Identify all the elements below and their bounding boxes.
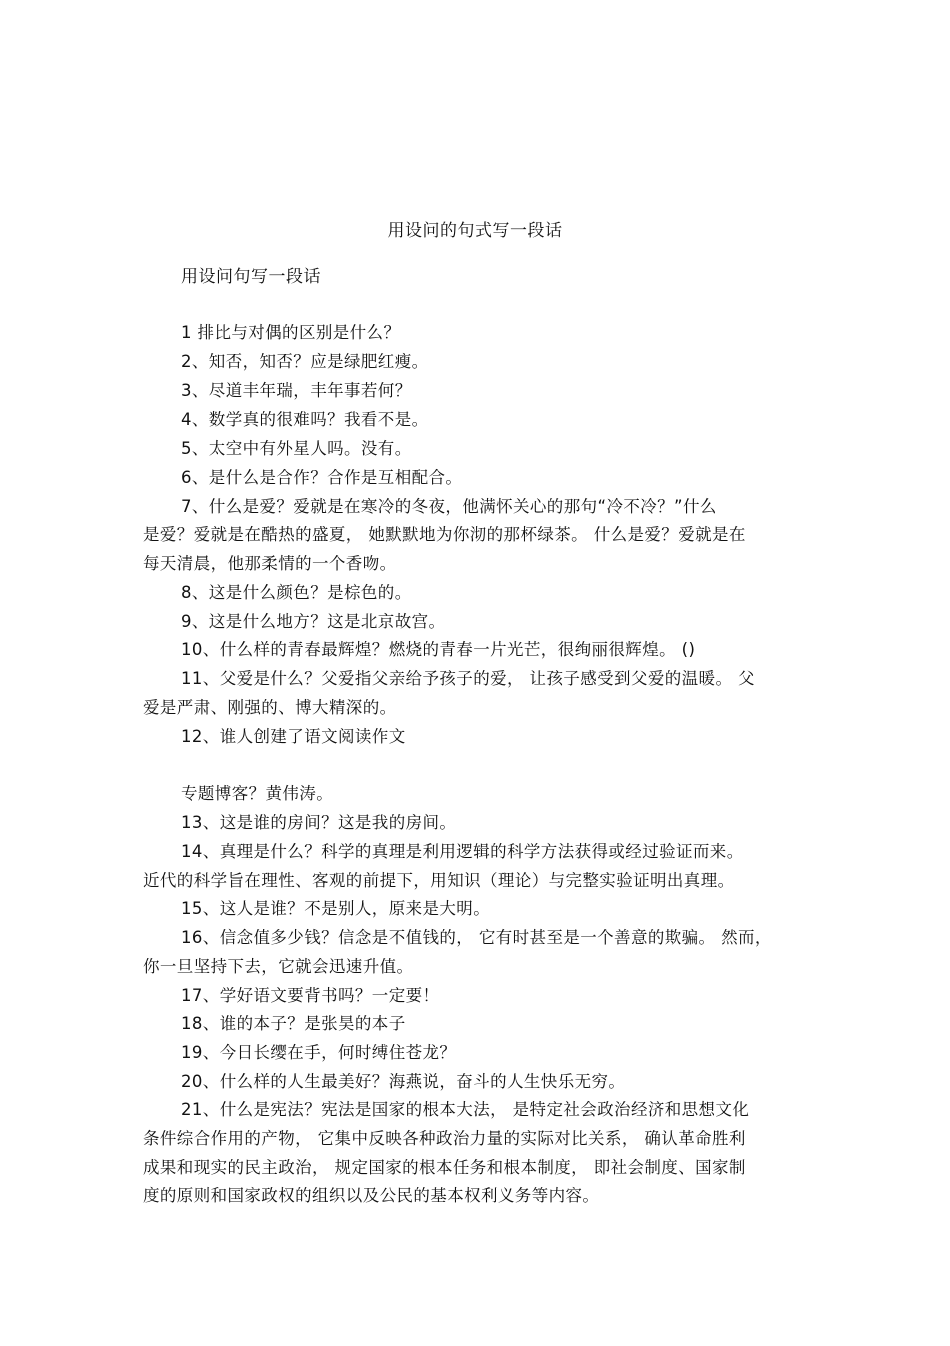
text-line: 成果和现实的民主政治， 规定国家的根本任务和根本制度， 即社会制度、国家制 [143, 1158, 746, 1177]
text-line: 12、谁人创建了语文阅读作文 [181, 727, 406, 746]
text-line: 是爱？爱就是在酷热的盛夏， 她默默地为你沏的那杯绿茶。 什么是爱？爱就是在 [143, 525, 746, 544]
text-line: 16、信念值多少钱？信念是不值钱的， 它有时甚至是一个善意的欺骗。 然而， [181, 928, 772, 947]
text-line: 近代的科学旨在理性、客观的前提下，用知识（理论）与完整实验证明出真理。 [143, 871, 735, 890]
text-line: 21、什么是宪法？宪法是国家的根本大法， 是特定社会政治经济和思想文化 [181, 1100, 750, 1119]
text-line: 17、学好语文要背书吗？一定要！ [181, 986, 440, 1005]
text-line: 8、这是什么颜色？是棕色的。 [181, 583, 412, 602]
text-line: 15、这人是谁？不是别人，原来是大明。 [181, 899, 491, 918]
text-line: 19、今日长缨在手，何时缚住苍龙？ [181, 1043, 457, 1062]
text-line: 14、真理是什么？科学的真理是利用逻辑的科学方法获得或经过验证而来。 [181, 842, 744, 861]
text-line: 条件综合作用的产物， 它集中反映各种政治力量的实际对比关系， 确认革命胜利 [143, 1129, 746, 1148]
document-title: 用设问的句式写一段话 [387, 221, 563, 241]
text-line: 18、谁的本子？是张昊的本子 [181, 1014, 406, 1033]
text-line: 6、是什么是合作？合作是互相配合。 [181, 468, 463, 487]
text-line: 2、知否，知否？应是绿肥红瘦。 [181, 352, 429, 371]
text-line: 7、什么是爱？爱就是在寒冷的冬夜，他满怀关心的那句“冷不冷？”什么 [181, 497, 717, 516]
text-line: 9、这是什么地方？这是北京故宫。 [181, 612, 446, 631]
text-line: 度的原则和国家政权的组织以及公民的基本权利义务等内容。 [143, 1186, 600, 1205]
text-line: 专题博客？黄伟涛。 [181, 784, 334, 803]
text-line: 10、什么样的青春最辉煌？燃烧的青春一片光芒，很绚丽很辉煌。 () [181, 640, 696, 659]
document-subtitle: 用设问句写一段话 [181, 267, 321, 287]
text-line: 每天清晨，他那柔情的一个香吻。 [143, 554, 397, 573]
text-line: 1 排比与对偶的区别是什么？ [181, 323, 401, 342]
text-line: 爱是严肃、刚强的、博大精深的。 [143, 698, 397, 717]
text-line: 3、尽道丰年瑞，丰年事若何？ [181, 381, 412, 400]
text-line: 4、数学真的很难吗？我看不是。 [181, 410, 429, 429]
text-line: 11、父爱是什么？父爱指父亲给予孩子的爱， 让孩子感受到父爱的温暖。 父 [181, 669, 755, 688]
text-line: 20、什么样的人生最美好？海燕说，奋斗的人生快乐无穷。 [181, 1072, 626, 1091]
text-line: 13、这是谁的房间？这是我的房间。 [181, 813, 457, 832]
text-line: 5、太空中有外星人吗。没有。 [181, 439, 412, 458]
text-line: 你一旦坚持下去，它就会迅速升值。 [143, 957, 414, 976]
